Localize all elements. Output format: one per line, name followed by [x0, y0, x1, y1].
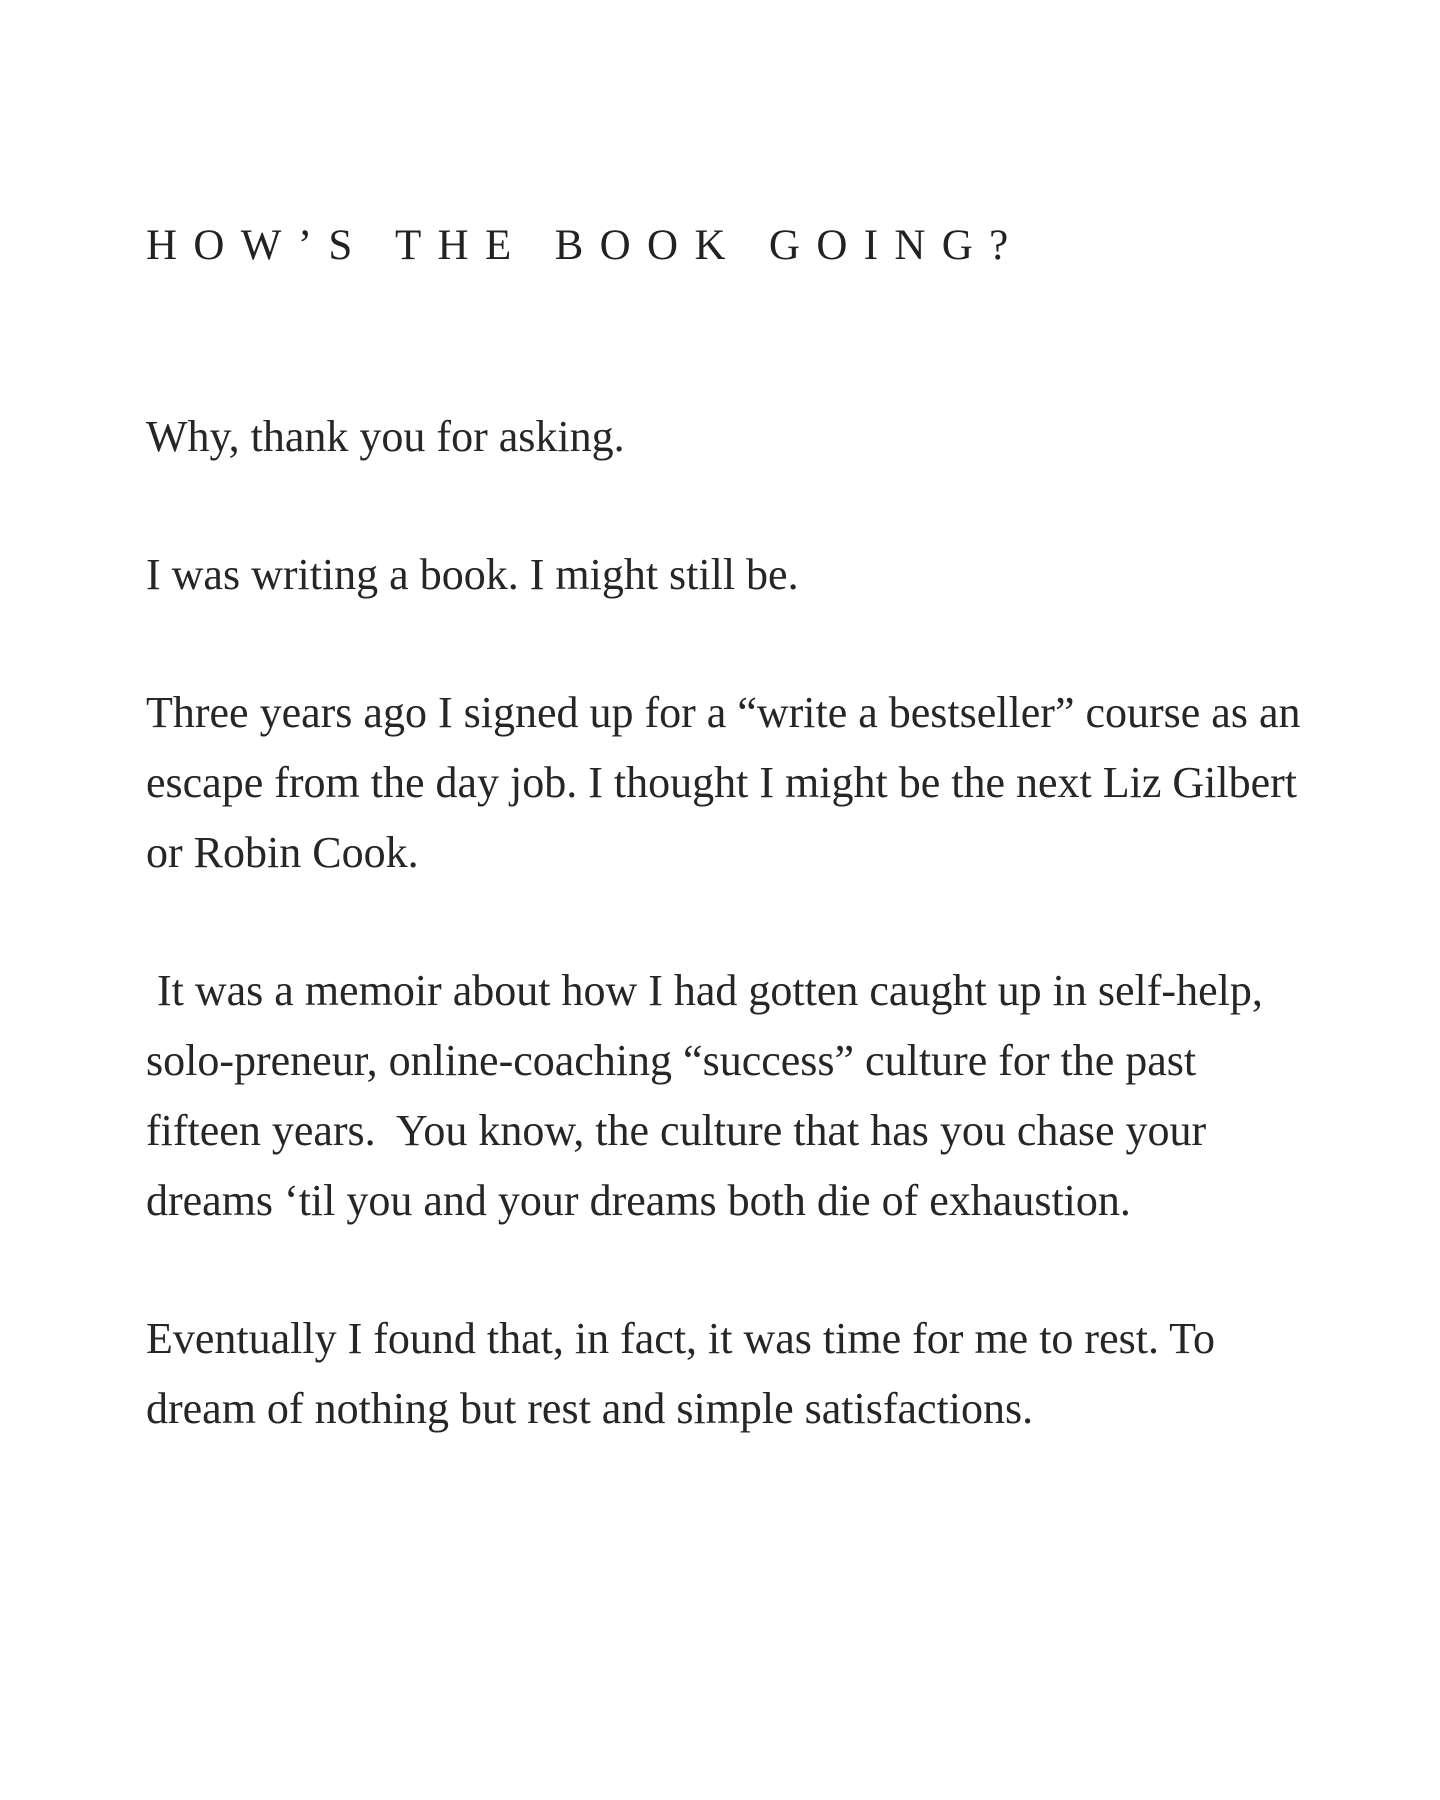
paragraph-4: It was a memoir about how I had gotten caught up in self-help, solo-preneur, online-coaching “success” culture for the past fifteen years. You know, the culture that has you chase your dreams ‘til you and your dreams both die of exhaustion.	[146, 966, 1274, 1225]
page-title: HOW’S THE BOOK GOING?	[146, 222, 1025, 269]
article-body	[146, 402, 1316, 1444]
paragraph-1: Why, thank you for asking.	[146, 412, 625, 461]
paragraph-5: Eventually I found that, in fact, it was time for me to rest. To dream of nothing but rest and simple satisfactions.	[146, 1314, 1215, 1433]
article	[146, 218, 1316, 1512]
paragraph-2: I was writing a book. I might still be.	[146, 550, 799, 599]
paragraph-3: Three years ago I signed up for a “write a bestseller” course as an escape from the day job. I thought I might be the next Liz Gilbert or Robin Cook.	[146, 688, 1301, 877]
